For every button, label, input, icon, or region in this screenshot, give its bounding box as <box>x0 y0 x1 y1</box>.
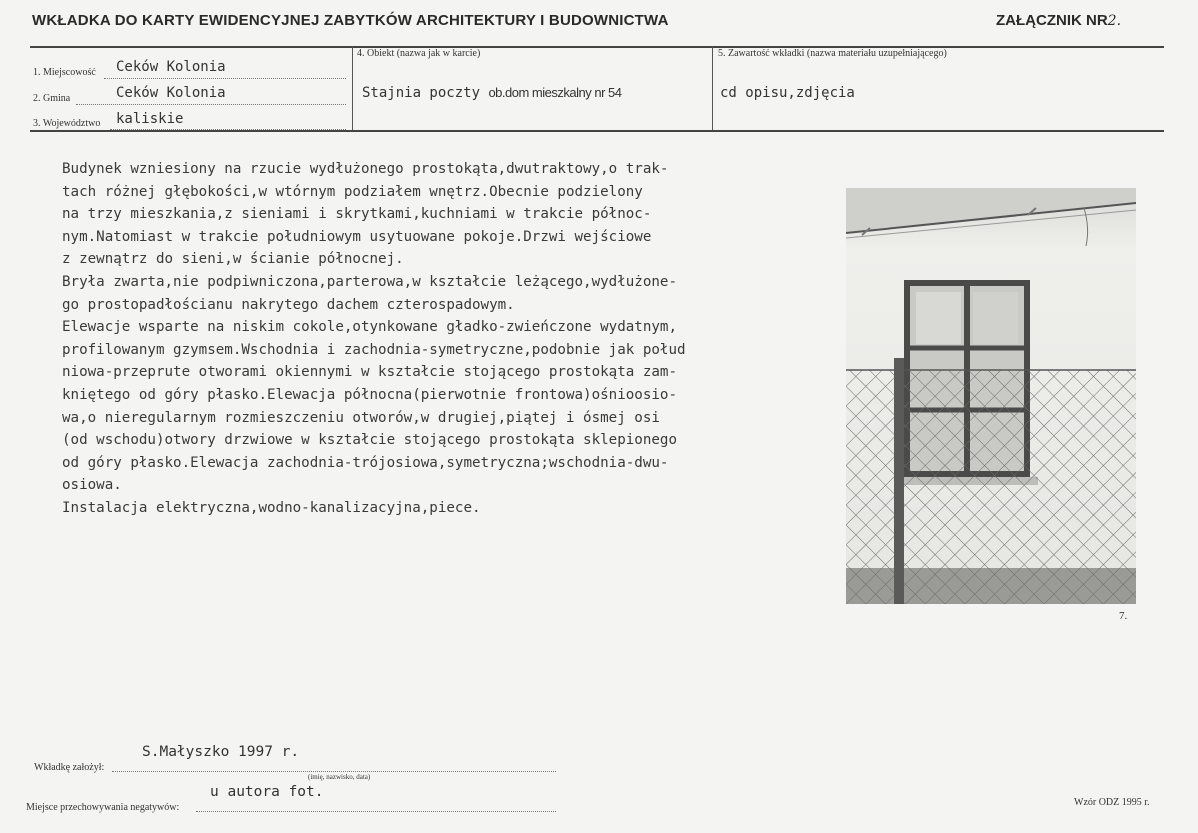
building-photo <box>846 188 1136 604</box>
description-line: go prostopadłościanu nakrytego dachem czterospadowym. <box>62 296 515 313</box>
province-value: kaliskie <box>116 111 184 127</box>
photo-number: 7. <box>1119 610 1128 622</box>
attachment-number <box>996 12 1121 29</box>
locality-value: Ceków Kolonia <box>116 59 226 75</box>
description-line: niowa-przeprute otworami okiennymi w kształcie stojącego prostokąta zam- <box>62 364 677 381</box>
storage-dots <box>196 811 556 812</box>
contents-label: 5. Zawartość wkładki (nazwa materiału uzupełniającego) <box>718 48 947 59</box>
description-line: tach różnej głębokości,w wtórnym podziałem wnętrz.Obecnie podzielony <box>62 183 643 200</box>
description-line: profilowanym gzymsem.Wschodnia i zachodnia-symetryczne,podobnie jak połud <box>62 341 686 358</box>
storage-value: u autora fot. <box>210 784 324 800</box>
commune-dots <box>76 104 346 105</box>
form-title: WKŁADKA DO KARTY EWIDENCYJNEJ ZABYTKÓW ARCHITEKTURY I BUDOWNICTWA <box>32 12 669 29</box>
object-value-typed: Stajnia poczty <box>362 85 481 101</box>
attachment-number-value: 2. <box>1107 13 1122 29</box>
founder-hint: (imię, nazwisko, data) <box>308 773 371 781</box>
description-line: Budynek wzniesiony na rzucie wydłużonego prostokąta,dwutraktowy,o trak- <box>62 161 669 177</box>
founder-dots <box>112 771 556 772</box>
fields-bottom-rule <box>30 130 1164 132</box>
locality-dots <box>104 78 346 79</box>
description-line: Bryła zwarta,nie podpiwniczona,parterowa,w kształcie leżącego,wydłużone- <box>62 273 677 290</box>
founder-value: S.Małyszko 1997 r. <box>142 744 300 760</box>
object-value-handwritten: ob.dom mieszkalny nr 54 <box>488 85 622 100</box>
description-line: na trzy mieszkania,z sieniami i skrytkami,kuchniami w trakcie północ- <box>62 206 652 223</box>
window-fence-photo <box>846 188 1136 604</box>
description-line: osiowa. <box>62 477 122 494</box>
description-line: (od wschodu)otwory drzwiowe w kształcie stojącego prostokąta sklepionego <box>62 432 677 449</box>
description-line: od góry płasko.Elewacja zachodnia-trójosiowa,symetryczna;wschodnia-dwu- <box>62 454 669 471</box>
description-text <box>62 158 842 520</box>
commune-label: 2. Gmina <box>33 93 71 104</box>
top-rule <box>30 46 1164 48</box>
object-label: 4. Obiekt (nazwa jak w karcie) <box>357 48 481 59</box>
contents-value: cd opisu,zdjęcia <box>720 85 855 101</box>
attachment-label: ZAŁĄCZNIK NR <box>996 12 1108 29</box>
locality-label: 1. Miejscowość <box>33 67 96 78</box>
province-label: 3. Województwo <box>33 118 101 129</box>
object-value <box>362 85 621 101</box>
description-line: Instalacja elektryczna,wodno-kanalizacyjna,piece. <box>62 499 481 516</box>
description-line: kniętego od góry płasko.Elewacja północna(pierwotnie frontowa)ośnioosio- <box>62 386 677 403</box>
founder-label: Wkładkę założył: <box>34 762 105 773</box>
province-dots <box>110 129 346 130</box>
description-line: Elewacje wsparte na niskim cokole,otynkowane gładko-zwieńczone wydatnym, <box>62 319 677 336</box>
fields-divider-2 <box>712 47 713 130</box>
template-note: Wzór ODZ 1995 r. <box>1074 797 1150 808</box>
storage-label: Miejsce przechowywania negatywów: <box>26 802 180 813</box>
fields-divider-1 <box>352 47 353 130</box>
description-line: nym.Natomiast w trakcie południowym usytuowane pokoje.Drzwi wejściowe <box>62 228 652 245</box>
commune-value: Ceków Kolonia <box>116 85 226 101</box>
description-line: wa,o nieregularnym rozmieszczeniu otworów,w drugiej,piątej i ósmej osi <box>62 409 660 426</box>
description-line: z zewnątrz do sieni,w ścianie północnej. <box>62 251 404 268</box>
